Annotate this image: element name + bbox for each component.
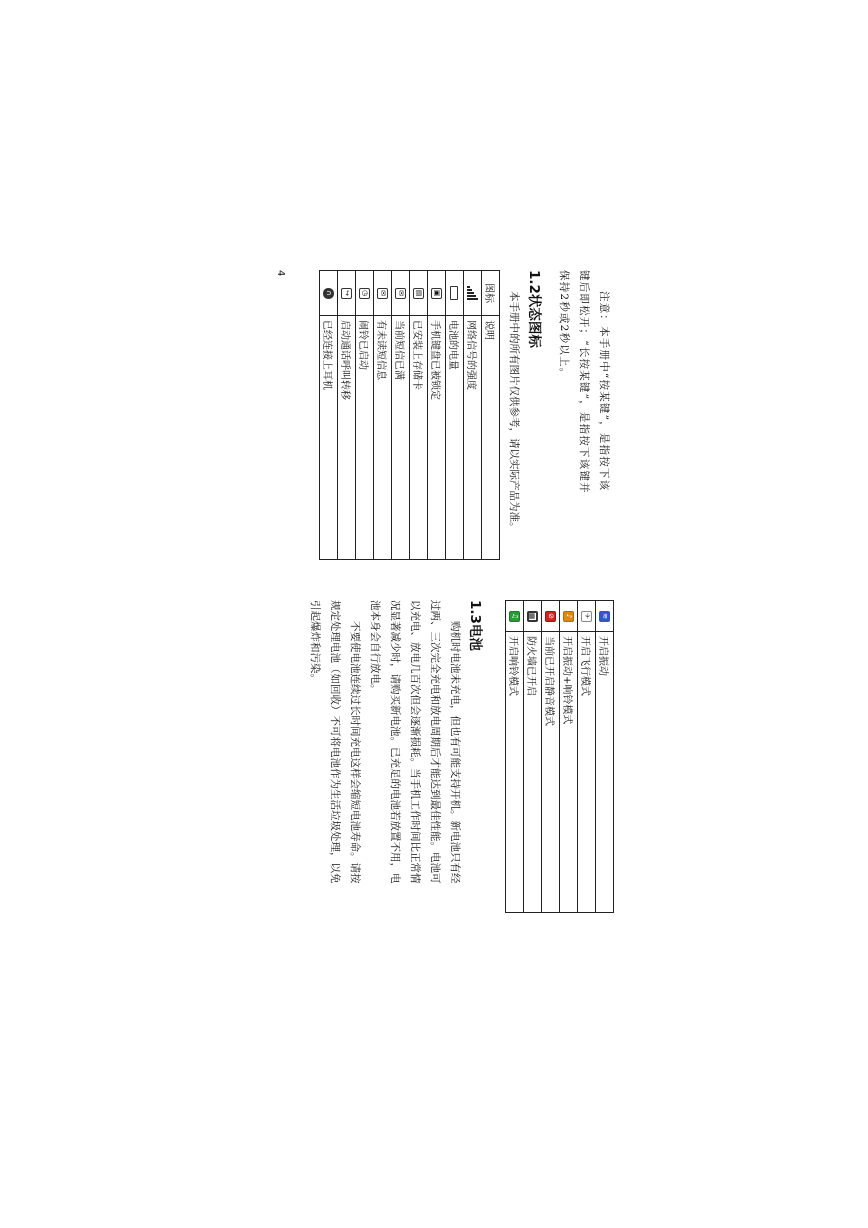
table-row [542,601,560,913]
table-row [338,271,356,560]
row-desc: 有未读短信息 [374,316,392,560]
row-desc: 电池的电量 [446,316,464,560]
table-header-row [482,271,500,560]
battery-icon [451,286,459,300]
battery-paragraph-1: 购机时电池未充电，但也有可能支持开机。新电池只有经过两、三次完全充电和放电周期后才能达到最佳性能。电池可以充电、放电几百次但会逐渐损耗。当手机工作时间比正常情况显著减少时，请购买新电池。已充足的电池若放置不用，电池本身会自行放电。 [369,600,461,884]
row-desc: 开启振动 [596,632,614,913]
status-icon-table-continued [505,600,614,913]
status-intro: 本手册中的所有图片仅供参考，请以实际产品为准。 [508,291,520,533]
table-row [410,271,428,560]
table-row [446,271,464,560]
left-column [275,270,614,560]
alarm-icon: ◷ [359,288,370,299]
right-column [305,600,614,890]
header-icon-cell: 图标 [482,271,500,316]
signal-icon [467,286,478,301]
row-desc: 闹铃已启动 [356,316,374,560]
firewall-icon: ▦ [527,611,538,622]
table-row [374,271,392,560]
row-desc: 已经连接上耳机 [320,316,338,560]
table-row [392,271,410,560]
table-row [428,271,446,560]
inbox-full-icon: ✉ [395,288,406,299]
manual-page [274,270,614,890]
flight-mode-icon: ✈ [581,611,592,622]
row-desc: 启动通话呼叫转移 [338,316,356,560]
note-line-2: 键后即松开；“长按某键”，是指按下该键并 [578,270,590,494]
table-row [320,271,338,560]
row-desc: 手机键盘已被锁定 [428,316,446,560]
page-number: 4 [275,270,286,277]
vibrate-ring-icon: ♪ [563,611,574,622]
row-desc: 当前短信已满 [392,316,410,560]
memory-card-icon: ▤ [413,288,424,299]
headset-icon: ∩ [323,288,334,299]
table-row [524,601,542,913]
row-desc: 开启响铃模式 [506,632,524,913]
row-desc: 开启振动+响铃模式 [560,632,578,913]
table-row [596,601,614,913]
section-title-status-icons: 1.2状态图标 [526,270,542,348]
silent-icon: ⊘ [545,611,556,622]
header-desc-cell: 说明 [482,316,500,560]
status-icon-table [319,270,500,560]
battery-paragraph-2: 不要使电池连续过长时间充电这样会缩短电池寿命。请按规定处理电池（如回收）不可将电池作为生活垃圾处理，以免引起爆炸和污染。 [309,600,361,884]
note-line-3: 保持2秒或2秒以上。 [558,270,570,380]
ring-icon: ♫ [509,611,520,622]
note-line-1: 注意：本手册中“按某键”，是指按下该 [598,291,610,492]
row-desc: 当前已开启静音模式 [542,632,560,913]
table-row [506,601,524,913]
unread-message-icon: ✉ [377,288,388,299]
row-desc: 开启飞行模式 [578,632,596,913]
call-forward-icon: ↪ [341,288,352,299]
keypad-lock-icon: ▣ [431,288,442,299]
note-block [554,270,614,560]
table-row [356,271,374,560]
vibrate-icon: ≋ [599,611,610,622]
section-title-battery: 1.3电池 [467,600,483,651]
table-row [578,601,596,913]
table-row [464,271,482,560]
row-desc: 网络信号的强度 [464,316,482,560]
row-desc: 已安装上存储卡 [410,316,428,560]
table-row [560,601,578,913]
row-desc: 防火墙已开启 [524,632,542,913]
